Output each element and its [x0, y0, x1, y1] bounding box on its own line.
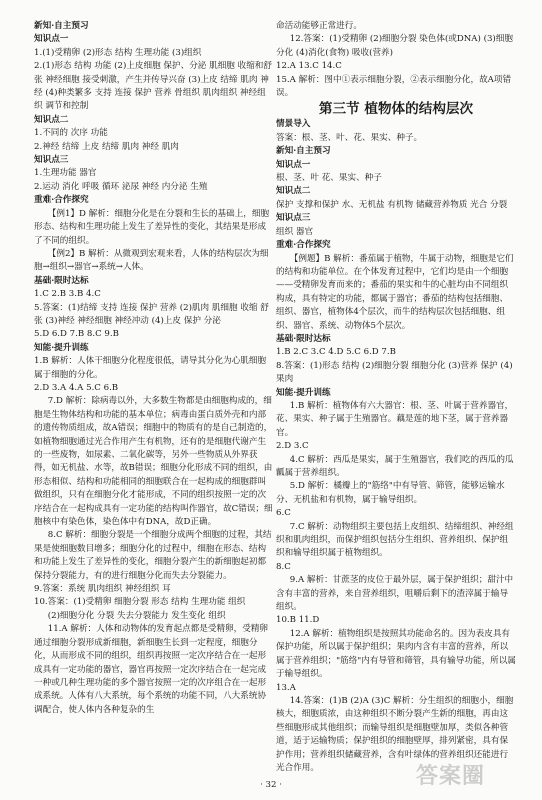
- answer-line: 【例1】D 解析：细胞分化是在分裂和生长的基础上，细胞形态、结构和生理功能上发生了差异性的变化，其结果是形成了不同的组织。: [34, 208, 270, 246]
- section-heading: 知识点二: [34, 114, 69, 125]
- answer-line: 组织 器官: [276, 226, 314, 237]
- answer-line: 15.A 解析：图中①表示细胞分裂，②表示细胞分化，故A项错误。: [276, 74, 512, 99]
- answer-line: 【例题】B 解析：番茄属于植物，牛属于动物，细胞是它们的结构和功能单位。在个体发育过程中，它们均是由一个细胞——受精卵发育而来的；番茄的果实和牛的心脏均由不同组织构成，具有特定的功能，都属于器官；番茄的结构包括细胞、组织、器官，植物体4个层次，而牛的结构层次包括细胞、组织、器官、系统、动物体5个层次。: [276, 253, 514, 331]
- answer-line: 4.C 解析：西瓜是果实，属于生殖器官，我们吃的西瓜的瓜瓤属于营养组织。: [276, 454, 514, 478]
- answer-line: 5.D 6.D 7.B 8.C 9.B: [34, 329, 119, 340]
- right-column: [276, 20, 516, 775]
- answer-line: (2)细胞分化 分裂 失去分裂能力 发生变化 组织: [47, 610, 226, 621]
- answer-line: 1.不同的 次序 功能: [34, 128, 108, 139]
- answer-line: 8.C: [276, 561, 291, 572]
- section-heading: 基础·限时达标: [276, 333, 331, 344]
- answer-line: 12.A 13.C 14.C: [276, 61, 342, 72]
- answer-line: 1.B 解析：人体干细胞分化程度很低，请导其分化为心肌细胞属于细胞的分化。: [34, 356, 267, 380]
- section-heading: 基础·限时达标: [34, 275, 89, 286]
- answer-line: 1.(1)受精卵 (2)形态 结构 生理功能 (3)组织: [34, 47, 202, 58]
- answer-line: 2.(1)形态 结构 功能 (2)上皮细胞 保护、分泌 肌细胞 收缩和舒张 神经细胞 接受刺激，产生并传导兴奋 (3)上皮 结缔 肌肉 神经 (4)种类繁多 支持 连接 保护 营养 骨组织 肌肉组织 神经组织 调节和控制: [34, 61, 272, 112]
- answer-line: 8.答案：(1)形态 结构 (2)细胞分裂 细胞分化 (3)营养 保护 (4)果肉: [276, 360, 513, 385]
- answer-line: 2.神经 结缔 上皮 结缔 肌肉 神经 肌肉: [34, 141, 179, 152]
- answer-line: 9.A 解析：甘蔗茎的皮位于最外层，属于保护组织；甜汁中含有丰富的营养，来自营养组织，咀嚼后剩下的渣滓属于输导组织。: [276, 575, 514, 613]
- answer-line: 13.A: [276, 682, 296, 693]
- answer-line: 2.D 3.C: [276, 441, 309, 452]
- answer-line: 8.C 解析：细胞分裂是一个细胞分成两个细胞的过程，其结果是使细胞数目增多；细胞分化的过程中，细胞在形态、结构和功能上发生了差异性的变化，细胞分裂产生的新细胞起初都保持分裂能力，有的进行细胞分化而失去分裂能力。: [34, 530, 272, 581]
- answer-line: 14.答案：(1)B (2)A (3)C 解析：分生组织的细胞小，细胞核大，细胞质浓，由这种组织不断分裂产生新的细胞，再由这些细胞形成其他组织；而输导组织是细胞壁加厚，类似各种管道，适于运输物质；保护组织的细胞壁厚，排列紧密，具有保护作用；营养组织储藏营养，含有叶绿体的营养组织还能进行光合作用。: [276, 695, 514, 773]
- section-heading: 知识点三: [276, 213, 311, 224]
- page-number: · 32 ·: [260, 780, 282, 790]
- section-heading: 新知·自主预习: [34, 21, 89, 31]
- section-heading: 重难·合作探究: [34, 195, 89, 206]
- answer-line: 12.A 解析：植物组织是按照其功能命名的。因为表皮具有保护功能，所以属于保护组织；果肉内含有丰富的营养，所以属于营养组织；"筋络"内有导管和筛管，具有输导功能，所以属于输导组织。: [276, 628, 516, 680]
- answer-line: 1.生理功能 器官: [34, 168, 97, 179]
- section-heading: 情景导入: [276, 119, 311, 130]
- answer-line: 保护 支撑和保护 水、无机盐 有机物 储藏营养物质 光合 分裂: [276, 199, 508, 210]
- section-heading: 重难·合作探究: [276, 240, 331, 251]
- answer-line: 1.C 2.B 3.B 4.C: [34, 289, 101, 300]
- answer-line: 7.C 解析：动物组织主要包括上皮组织、结缔组织、神经组织和肌肉组织，而保护组织包括分生组织、营养组织、保护组织和输导组织属于植物组织。: [276, 521, 514, 559]
- section-heading: 知识点一: [276, 159, 311, 170]
- section-title: 第三节 植物体的结构层次: [318, 101, 474, 118]
- answer-line: 2.运动 消化 呼吸 循环 泌尿 神经 内分泌 生殖: [34, 181, 208, 192]
- section-heading: 知识点二: [276, 186, 311, 197]
- answer-line: 9.答案：系统 肌肉组织 神经组织 耳: [34, 584, 171, 595]
- section-heading: 知能·提升训练: [276, 387, 331, 398]
- answer-line: 命活动能够正常进行。: [276, 21, 362, 31]
- answer-line: 根、茎、叶 花、果实、种子: [276, 173, 382, 184]
- section-heading: 新知·自主预习: [276, 146, 331, 157]
- answer-line: 6.C: [276, 508, 291, 519]
- section-heading: 知识点三: [34, 155, 69, 166]
- answer-line: 【例2】B 解析：从微观到宏观来看，人体的结构层次为细胞→组织→器官→系统→人体。: [34, 248, 269, 273]
- answer-line: 5.答案：(1)结缔 支持 连接 保护 营养 (2)肌肉 肌细胞 收缩 舒张 (3)神经 神经细胞 神经冲动 (4)上皮 保护 分泌: [34, 302, 269, 326]
- watermark-logo: 答案圈: [416, 764, 486, 789]
- section-heading: 知能·提升训练: [34, 342, 89, 353]
- answer-line: 7.D 解析：除病毒以外，大多数生物都是由细胞构成的，细胞是生物体结构和功能的基本单位；病毒由蛋白质外壳和内部的遗传物质组成，故A错误；细胞中的物质有的是自己制造的，如植物细胞通过光合作用产生有机物，还有的是细胞代谢产生的一些废物，如尿素、二氧化碳等，另外一些物质从外界获得，如无机盐、水等，故B错误；细胞分化形成不同的组织，由形态相似、结构和功能相同的细胞联合在一起构成的细胞群叫做组织，只有在细胞分化才能形成，不同的组织按照一定的次序结合在一起构成具有一定功能的结构叫作器官，故C错误；细胞核中有染色体，染色体中有DNA，故D正确。: [34, 396, 273, 528]
- answer-line: 5.D 解析：橘瓣上的"筋络"中有导管、筛管，能够运输水分、无机盐和有机物，属于输导组织。: [276, 481, 505, 505]
- answer-line: 10.B 11.D: [276, 615, 320, 626]
- answer-line: 2.D 3.A 4.A 5.C 6.B: [34, 382, 119, 393]
- section-heading: 知识点一: [34, 34, 69, 45]
- answer-line: 12.答案：(1)受精卵 (2)细胞分裂 染色体(或DNA) (3)细胞分化 (4)消化(食物) 吸收(营养): [276, 34, 513, 58]
- answer-line: 10.答案：(1)受精卵 细胞分裂 形态 结构 生理功能 组织: [34, 597, 246, 608]
- left-column: [34, 20, 274, 717]
- answer-line: 1.B 解析：植物体有六大器官：根、茎、叶属于营养器官，花、果实、种子属于生殖器官。藕是莲的地下茎，属于营养器官。: [276, 400, 514, 438]
- answer-line: 答案：根、茎、叶、花、果实、种子。: [276, 132, 423, 143]
- answer-line: 1.B 2.C 3.C 4.D 5.C 6.D 7.B: [276, 347, 396, 358]
- answer-line: 11.A 解析：人体和动物体的发育起点都是受精卵，受精卵通过细胞分裂形成新细胞，新细胞生长到一定程度，细胞分化，从而形成不同的组织，组织再按照一定次序结合在一起形成具有一定功能的器官，器官再按照一定次序结合在一起完成一种或几种生理功能的多个器官按照一定的次序组合在一起形成系统。人体有八大系统，每个系统的功能不同，八大系统协调配合，使人体内各种复杂的生: [34, 624, 269, 715]
